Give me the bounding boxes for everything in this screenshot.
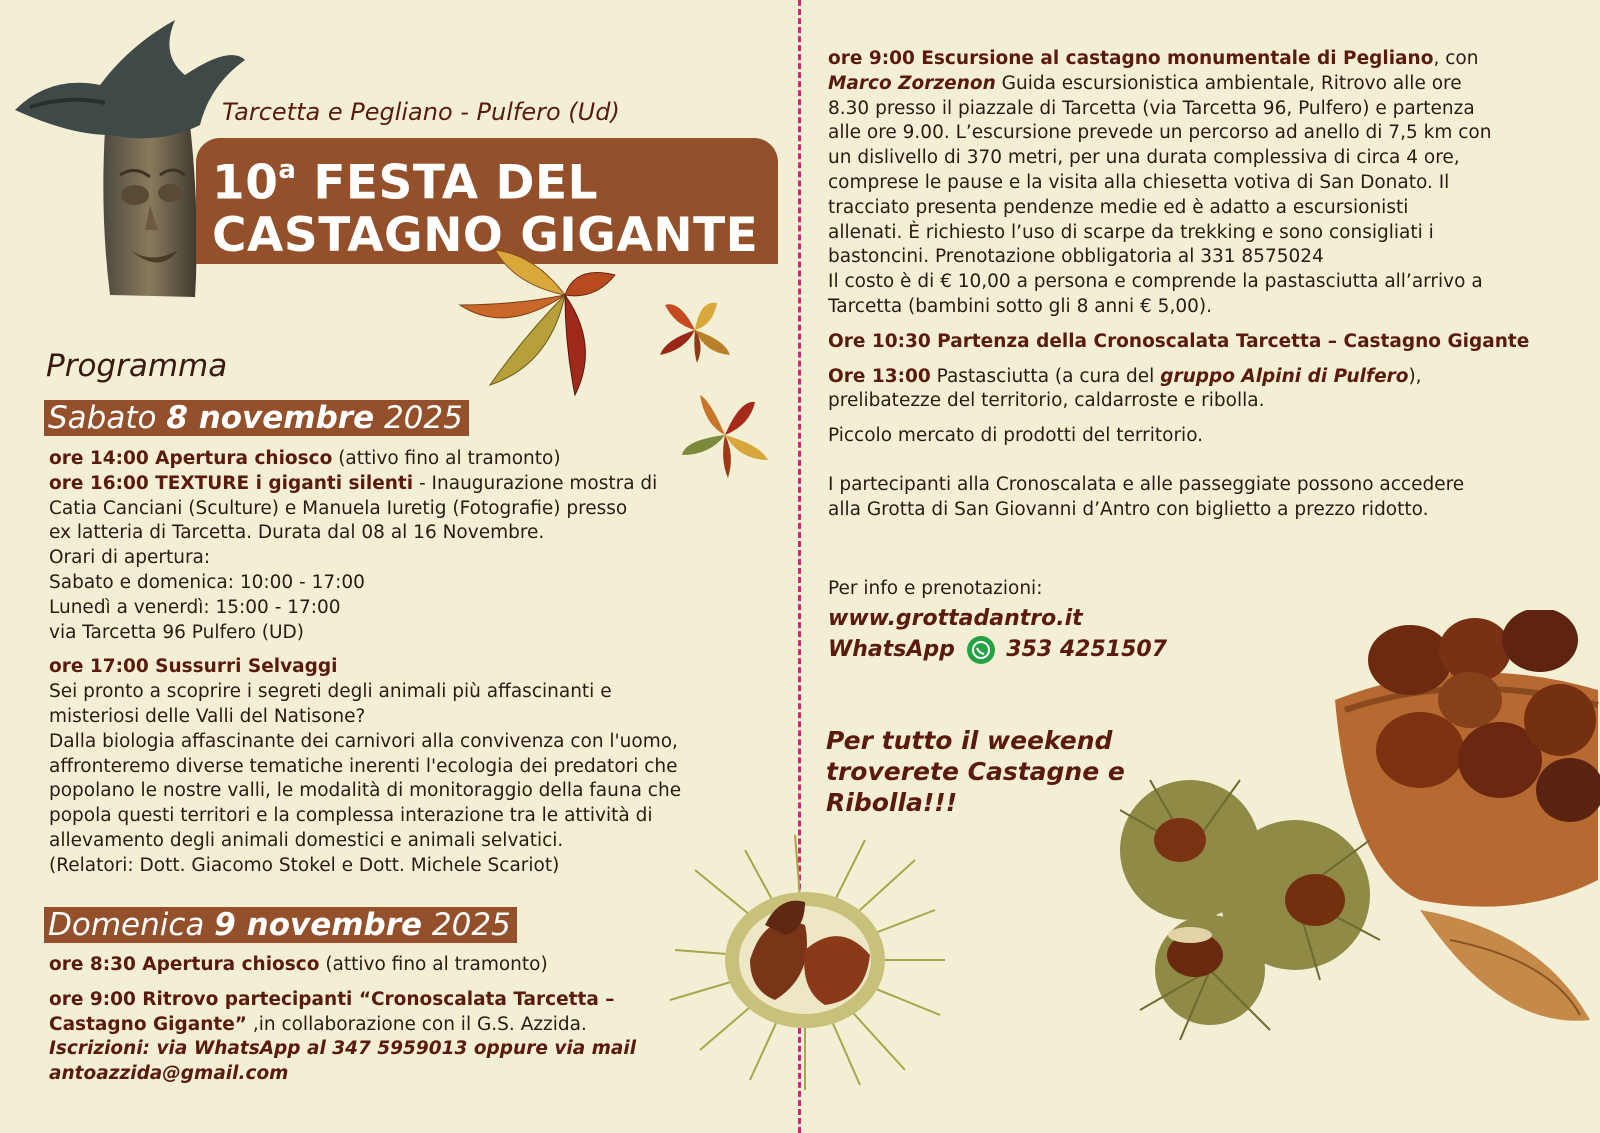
- item-detail: - Inaugurazione mostra di: [413, 472, 658, 494]
- chestnut-leaves-illustration: [455, 245, 625, 405]
- item-time-title: ore 14:00 Apertura chiosco: [49, 448, 333, 469]
- program-item-1030: Ore 10:30 Partenza della Cronoscalata Tarcetta – Castagno Gigante: [828, 330, 1530, 352]
- item-detail-line: Orari di apertura:: [49, 547, 211, 569]
- item-detail-line: Dalla biologia affascinante dei carnivori alla convivenza con l'uomo,: [49, 730, 678, 752]
- item-detail-line: allenati. È richiesto l’uso di scarpe da trekking e sono consigliati i: [828, 221, 1434, 243]
- item-detail-line: affronteremo diverse tematiche inerenti l'ecologia dei predatori che: [49, 755, 678, 777]
- item-detail-line: Sabato e domenica: 10:00 - 17:00: [49, 571, 365, 593]
- item-detail-line: popolano le nostre valli, le modalità di monitoraggio della fauna che: [49, 780, 682, 802]
- item-detail-line: Tarcetta (bambini sotto gli 8 anni € 5,00).: [828, 295, 1212, 317]
- item-detail-line: Il costo è di € 10,00 a persona e comprende la pastasciutta all’arrivo a: [828, 271, 1483, 293]
- item-detail-line: comprese le pause e la visita alla chiesetta votiva di San Donato. Il: [828, 171, 1450, 193]
- item-detail: (attivo fino al tramonto): [319, 954, 548, 975]
- discount-note-line: I partecipanti alla Cronoscalata e alle passeggiate possono accedere: [828, 473, 1465, 495]
- weekend-note-line: troverete Castagne e: [826, 757, 1125, 786]
- sunday-date: 9 novembre: [214, 907, 423, 943]
- saturday-day: Sabato: [48, 400, 167, 436]
- item-time-title: Castagno Gigante”: [49, 1013, 247, 1035]
- item-detail: (attivo fino al tramonto): [332, 448, 561, 469]
- sunday-year: 2025: [422, 907, 511, 943]
- programma-heading: Programma: [46, 348, 228, 384]
- event-location-subtitle: Tarcetta e Pegliano - Pulfero (Ud): [222, 98, 620, 126]
- item-detail: Pastasciutta (a cura del: [930, 365, 1161, 387]
- item-detail-line: Sei pronto a scoprire i segreti degli animali più affascinanti e: [49, 681, 612, 703]
- program-item-0830: [49, 953, 636, 978]
- weekend-note-line: Per tutto il weekend: [826, 726, 1113, 755]
- title-number: 10: [212, 155, 279, 211]
- item-detail: ),: [1408, 365, 1422, 387]
- item-time-title: ore 8:30 Apertura chiosco: [49, 954, 320, 975]
- item-detail-line: un dislivello di 370 metri, per una durata complessiva di circa 4 ore,: [828, 147, 1460, 169]
- item-detail-line: popola questi territori e la complessa interazione tra le attività di: [49, 805, 653, 827]
- program-item-1300: Ore 13:00: [828, 365, 931, 387]
- whatsapp-icon: [967, 636, 995, 664]
- excursion-program: [828, 47, 1529, 523]
- program-item-1700: ore 17:00 Sussurri Selvaggi: [49, 656, 338, 678]
- info-label: Per info e prenotazioni:: [828, 578, 1043, 599]
- title-ordinal: a: [278, 155, 297, 185]
- item-detail-line: allevamento degli animali domestici e animali selvatici.: [49, 829, 564, 851]
- registration-email[interactable]: antoazzida@gmail.com: [49, 1063, 289, 1085]
- whatsapp-number: 353 4251507: [1006, 637, 1168, 662]
- market-note: Piccolo mercato di prodotti del territorio.: [828, 425, 1204, 447]
- item-detail-line: alle ore 9.00. L’escursione prevede un percorso ad anello di 7,5 km con: [828, 122, 1492, 144]
- item-detail-line: tracciato presenta pendenze medie ed è adatto a escursionisti: [828, 196, 1409, 218]
- program-item-0900: ore 9:00 Ritrovo partecipanti “Cronoscalata Tarcetta –: [49, 988, 615, 1010]
- sunday-program: [49, 953, 636, 1087]
- program-item-1400: [49, 447, 681, 472]
- item-detail: Guida escursionistica ambientale, Ritrovo alle ore: [995, 72, 1462, 94]
- sunday-day: Domenica: [48, 907, 215, 943]
- saturday-date: 8 novembre: [166, 400, 375, 436]
- website-link[interactable]: www.grottadantro.it: [828, 606, 1083, 631]
- autumn-leaf-illustration: [680, 390, 770, 480]
- program-item-1600: [49, 472, 681, 497]
- guide-name: Marco Zorzenon: [828, 72, 996, 94]
- saturday-heading: [44, 400, 469, 436]
- chestnut-burr-illustration: [655, 830, 955, 1095]
- registration-info: Iscrizioni: via WhatsApp al 347 5959013 oppure via mail: [49, 1038, 637, 1060]
- saturday-year: 2025: [374, 400, 463, 436]
- weekend-note: [826, 725, 1125, 818]
- title-line2: CASTAGNO GIGANTE: [212, 207, 759, 263]
- item-detail: , con: [1433, 48, 1479, 69]
- item-time-title: ore 16:00 TEXTURE i giganti silenti: [49, 472, 414, 494]
- sunday-heading: [44, 907, 517, 943]
- saturday-program: [49, 447, 681, 879]
- title-line1: FESTA DEL: [296, 155, 599, 211]
- small-leaf-illustration: [655, 295, 735, 365]
- whatsapp-contact[interactable]: [828, 636, 1167, 664]
- program-item-excursion: ore 9:00 Escursione al castagno monumentale di Pegliano: [828, 48, 1434, 69]
- item-detail: ,in collaborazione con il G.S. Azzida.: [246, 1013, 587, 1035]
- item-detail-line: (Relatori: Dott. Giacomo Stokel e Dott. Michele Scariot): [49, 854, 560, 876]
- discount-note-line: alla Grotta di San Giovanni d’Antro con biglietto a prezzo ridotto.: [828, 498, 1429, 520]
- item-detail-line: misteriosi delle Valli del Natisone?: [49, 705, 366, 727]
- whatsapp-label: WhatsApp: [828, 637, 955, 662]
- item-detail-line: ex latteria di Tarcetta. Durata dal 08 al 16 Novembre.: [49, 522, 545, 544]
- item-detail-line: 8.30 presso il piazzale di Tarcetta (via Tarcetta 96, Pulfero) e partenza: [828, 97, 1475, 119]
- item-detail-line: bastoncini. Prenotazione obbligatoria al 331 8575024: [828, 246, 1324, 268]
- item-detail-line: prelibatezze del territorio, caldarroste e ribolla.: [828, 390, 1265, 412]
- weekend-note-line: Ribolla!!!: [826, 788, 958, 817]
- item-detail-line: Lunedì a venerdì: 15:00 - 17:00: [49, 596, 341, 618]
- organizer-group: gruppo Alpini di Pulfero: [1160, 365, 1409, 387]
- chestnut-bowl-illustration: [1120, 610, 1600, 1050]
- item-detail-line: Catia Canciani (Sculture) e Manuela Iuretig (Fotografie) presso: [49, 497, 628, 519]
- item-detail-line: via Tarcetta 96 Pulfero (UD): [49, 621, 304, 643]
